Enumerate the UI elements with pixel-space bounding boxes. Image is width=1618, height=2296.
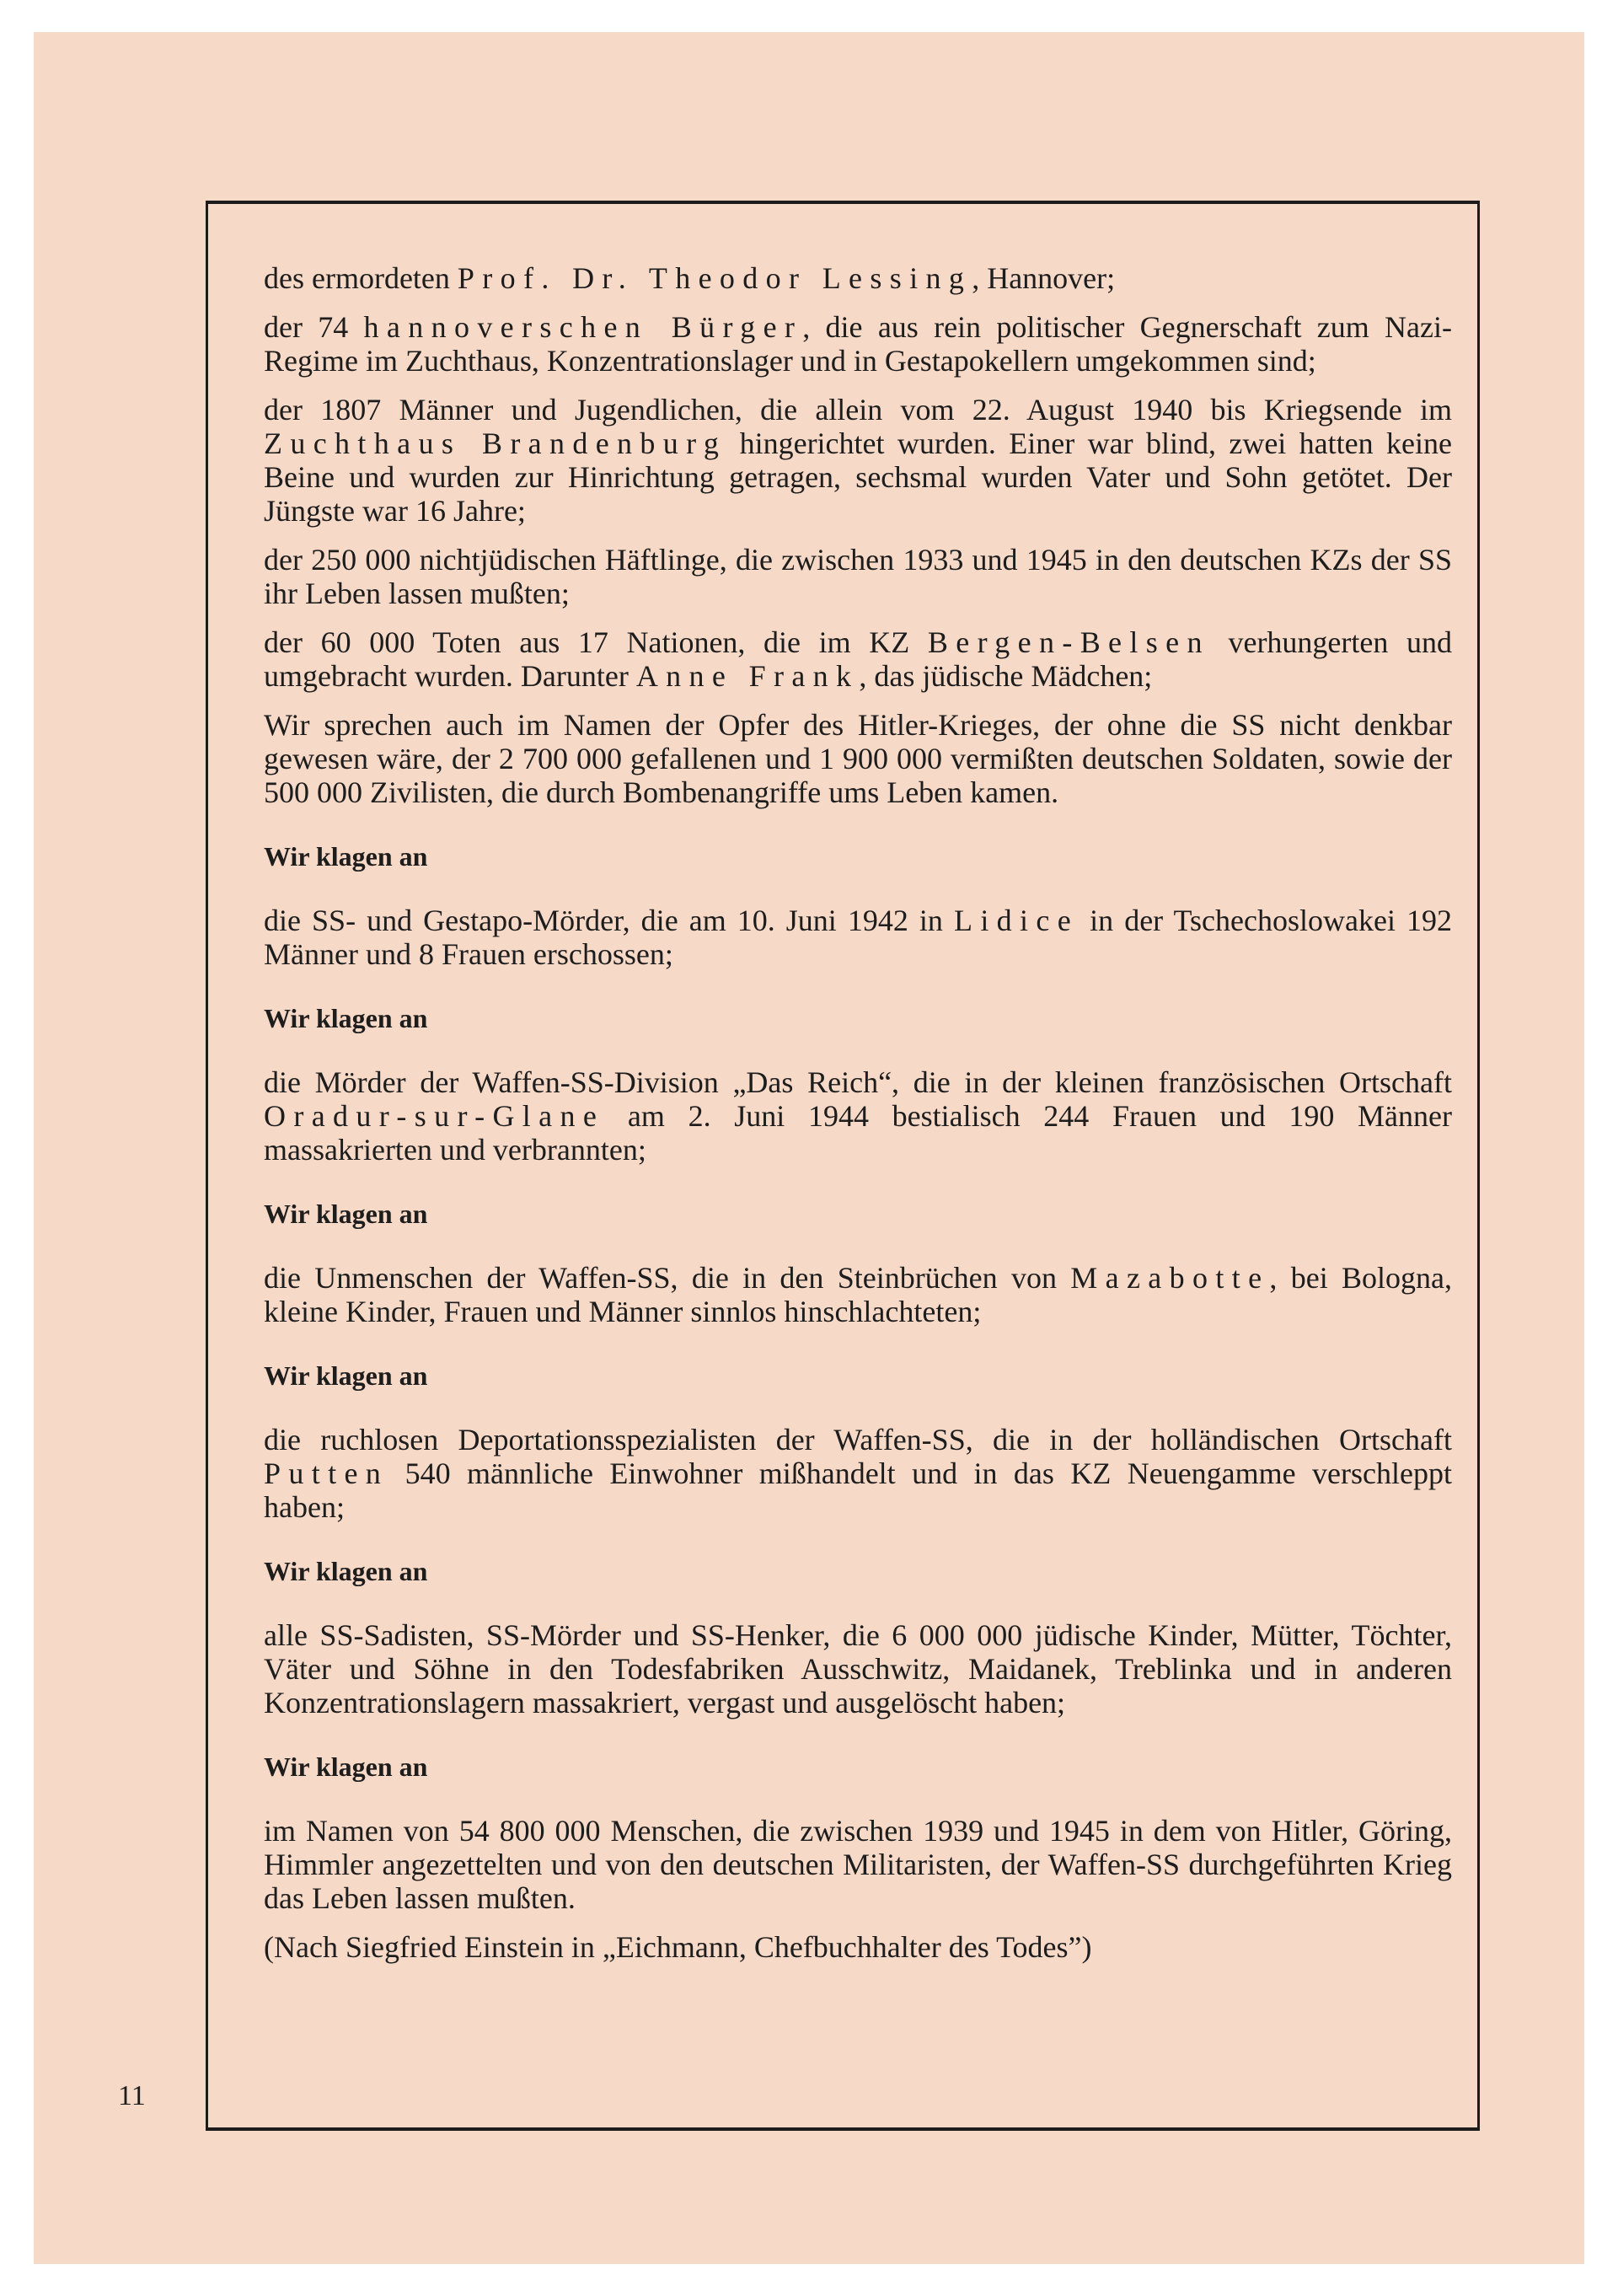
victims-paragraph: [264, 543, 1452, 610]
spaced-name: Oradur-sur-Glane: [264, 1099, 605, 1133]
text-segment: die SS- und Gestapo-Mörder, die am 10. Juni 1942 in: [264, 904, 954, 937]
accusation-text: [264, 1423, 1452, 1524]
text-segment: der 60 000 Toten aus 17 Nationen, die im KZ: [264, 625, 928, 659]
spaced-name: Bergen-Belsen: [927, 625, 1210, 659]
page-sheet: [34, 32, 1584, 2264]
text-segment: im Namen von 54 800 000 Menschen, die zwischen 1939 und 1945 in dem von Hitler, Göring, Himmler angezettelten und von den deutschen Militaristen, der Waffen-SS durchgeführten Krieg das Leben lassen mußten.: [264, 1814, 1452, 1915]
spaced-name: Prof. Dr. Theodor Lessing: [457, 261, 972, 295]
accusation-text: [264, 904, 1452, 971]
victims-paragraph: [264, 393, 1452, 528]
spaced-name: Lidice: [953, 904, 1080, 937]
accusation-heading: Wir klagen an: [264, 1556, 428, 1586]
text-segment: der 1807 Männer und Jugendlichen, die allein vom 22. August 1940 bis Kriegsende im: [264, 393, 1452, 426]
text-segment: Wir sprechen auch im Namen der Opfer des Hitler-Krieges, der ohne die SS nicht denkbar gewesen wäre, der 2 700 000 gefallenen und 1 900 000 vermißten deutschen Soldaten, sowie der 500 000 Zivilisten, die durch Bombenangriffe ums Leben kamen.: [264, 708, 1452, 809]
document-body: [264, 261, 1452, 1979]
victims-paragraph: [264, 261, 1452, 295]
spaced-name: Anne Frank: [635, 659, 860, 693]
accusation-heading: Wir klagen an: [264, 1360, 428, 1391]
text-segment: alle SS-Sadisten, SS-Mörder und SS-Henker, die 6 000 000 jüdische Kinder, Mütter, Töchter, Väter und Söhne in den Todesfabriken Ausschwitz, Maidanek, Treblinka und in anderen Konzentrationslagern massakriert, vergast und ausgelöscht haben;: [264, 1618, 1452, 1719]
text-segment: verhungerten und umgebracht wurden. Darunter: [264, 625, 1452, 693]
page-number: 11: [118, 2080, 146, 2111]
spaced-name: hannoverschen Bürger: [363, 310, 803, 344]
accusation-text: [264, 1065, 1452, 1167]
text-segment: , bei Bologna, kleine Kinder, Frauen und Männer sinnlos hinschlachteten;: [264, 1261, 1452, 1328]
victims-paragraph: [264, 708, 1452, 809]
accusation-text: [264, 1618, 1452, 1719]
text-segment: der 74: [264, 310, 364, 344]
text-segment: hingerichtet wurden. Einer war blind, zwei hatten keine Beine und wurden zur Hinrichtung getragen, sechsmal wurden Vater und Sohn getötet. Der Jüngste war 16 Jahre;: [264, 426, 1452, 528]
text-segment: , Hannover;: [972, 261, 1116, 295]
accusation-heading: Wir klagen an: [264, 841, 428, 872]
text-segment: die ruchlosen Deportationsspezialisten der Waffen-SS, die in der holländischen Ortschaft: [264, 1423, 1452, 1456]
spaced-name: Mazabotte: [1070, 1261, 1270, 1295]
text-segment: , das jüdische Mädchen;: [859, 659, 1153, 693]
text-segment: die Mörder der Waffen-SS-Division „Das Reich“, die in der kleinen französischen Ortschaft: [264, 1065, 1452, 1099]
accusation-heading: Wir klagen an: [264, 1003, 428, 1033]
text-segment: des ermordeten: [264, 261, 458, 295]
source-citation: (Nach Siegfried Einstein in „Eichmann, Chefbuchhalter des Todes”): [264, 1930, 1092, 1964]
accusation-text: [264, 1261, 1452, 1328]
text-segment: in der Tschechoslowakei 192 Männer und 8 Frauen erschossen;: [264, 904, 1452, 971]
accusation-text: [264, 1814, 1452, 1915]
text-segment: am 2. Juni 1944 bestialisch 244 Frauen und 190 Männer massakrierten und verbrannten;: [264, 1099, 1452, 1167]
text-segment: die Unmenschen der Waffen-SS, die in den Steinbrüchen von: [264, 1261, 1071, 1295]
accusation-heading: Wir klagen an: [264, 1752, 428, 1782]
text-segment: , die aus rein politischer Gegnerschaft zum Nazi-Regime im Zuchthaus, Konzentrationslager und in Gestapokellern umgekommen sind;: [264, 310, 1452, 378]
text-segment: 540 männliche Einwohner mißhandelt und in das KZ Neuengamme verschleppt haben;: [264, 1456, 1452, 1524]
victims-paragraph: [264, 310, 1452, 378]
accusation-heading: Wir klagen an: [264, 1199, 428, 1229]
spaced-name: Zuchthaus Brandenburg: [264, 426, 727, 460]
victims-paragraph: [264, 625, 1452, 693]
text-segment: der 250 000 nichtjüdischen Häftlinge, die zwischen 1933 und 1945 in den deutschen KZs der SS ihr Leben lassen mußten;: [264, 543, 1452, 610]
spaced-name: Putten: [264, 1456, 389, 1490]
